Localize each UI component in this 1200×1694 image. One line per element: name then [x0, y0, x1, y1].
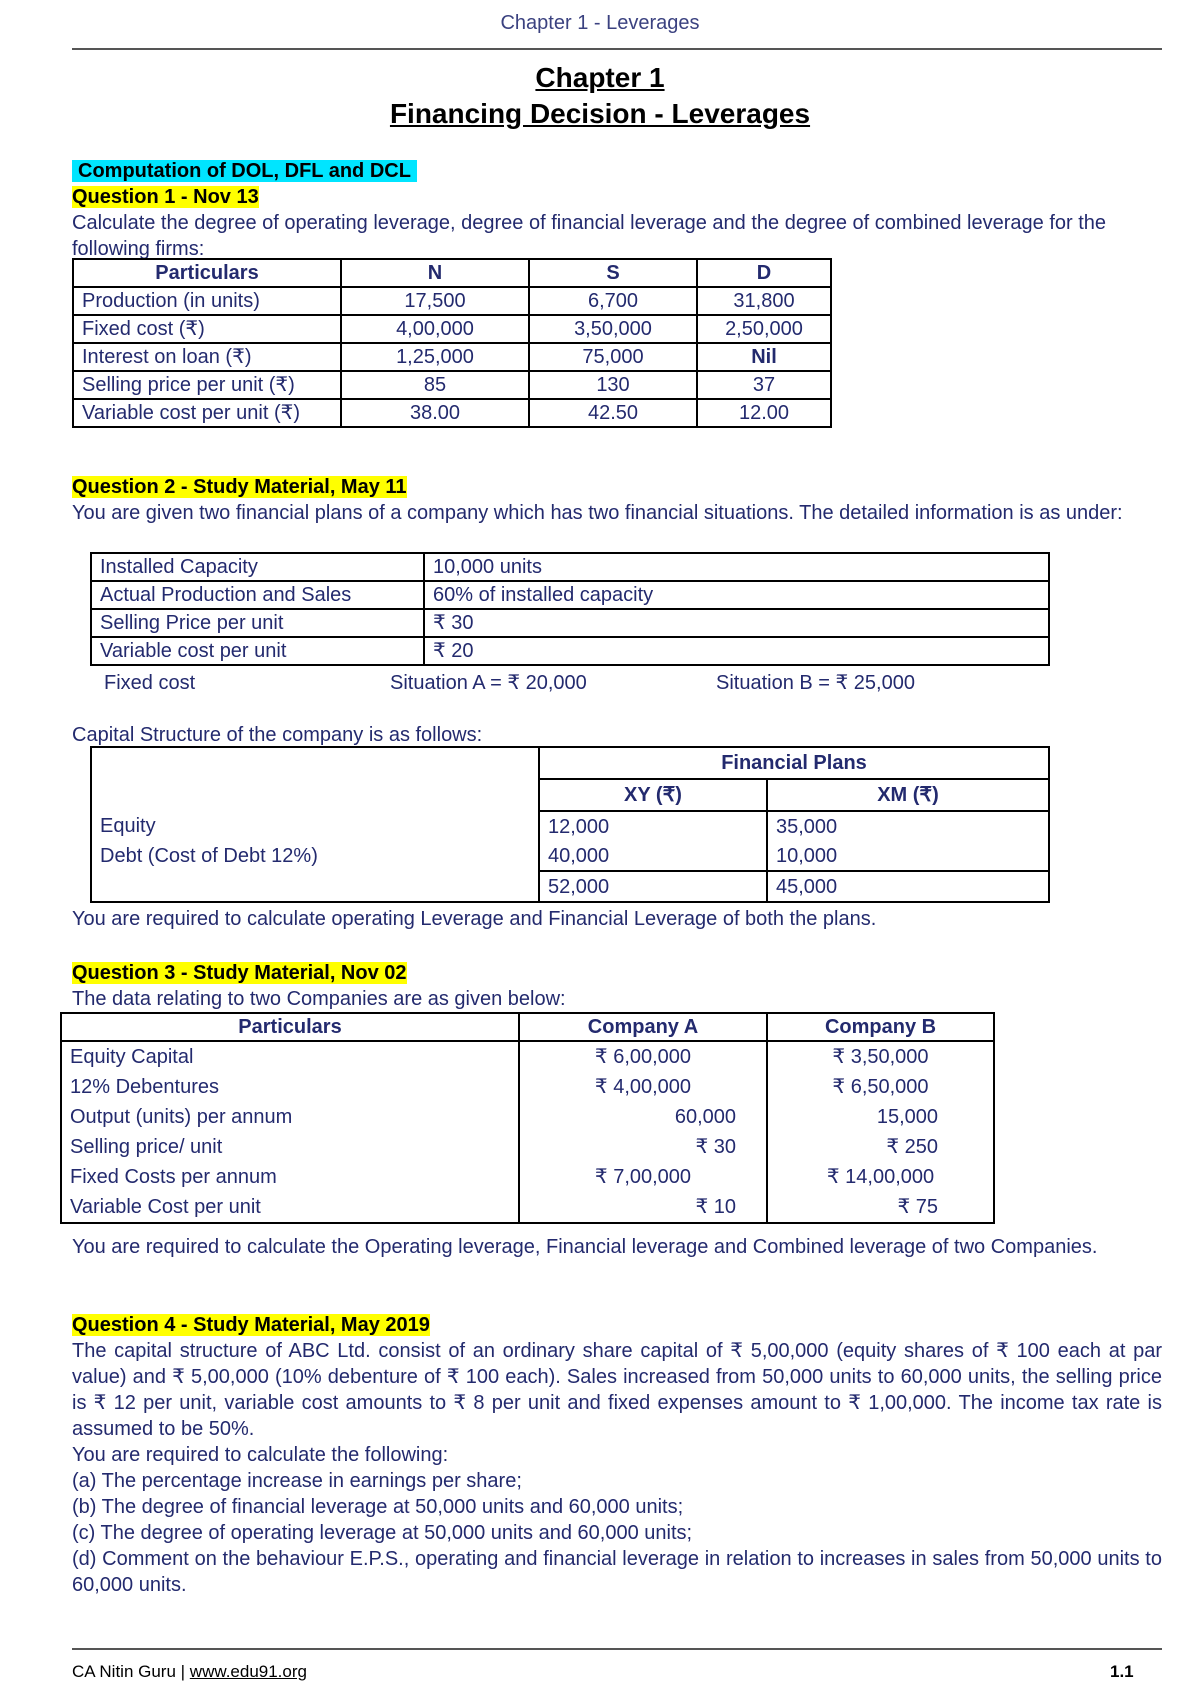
footer-author: CA Nitin Guru |	[72, 1662, 190, 1681]
table-row	[61, 1162, 994, 1192]
header-rule	[72, 48, 1162, 50]
q2-capital-table	[90, 746, 1050, 903]
table-cell: 75,000	[529, 343, 697, 371]
plans-header: Financial Plans	[539, 747, 1049, 779]
column-header: N	[341, 259, 529, 287]
table-cell: Selling Price per unit	[91, 609, 424, 637]
q1-table	[72, 258, 832, 428]
table-row	[61, 1072, 994, 1102]
table-cell: 4,00,000	[341, 315, 529, 343]
table-cell: Actual Production and Sales	[91, 581, 424, 609]
q3-text: The data relating to two Companies are as given below:	[72, 988, 566, 1010]
list-item: (b) The degree of financial leverage at 50,000 units and 60,000 units;	[72, 1496, 684, 1518]
table-cell: Nil	[697, 343, 831, 371]
q3-required: You are required to calculate the Operating leverage, Financial leverage and Combined leverage of two Companies.	[72, 1236, 1098, 1258]
q2-text: You are given two financial plans of a company which has two financial situations. The detailed information is as under:	[72, 502, 1123, 524]
table-cell: Variable cost per unit (₹)	[73, 399, 341, 427]
table-row	[73, 371, 831, 399]
table-row	[91, 871, 1049, 902]
column-header: Company A	[519, 1013, 767, 1041]
table-cell: Fixed Costs per annum	[61, 1162, 519, 1192]
q2-info-table	[90, 552, 1050, 666]
column-header: S	[529, 259, 697, 287]
table-cell: ₹ 75	[767, 1192, 994, 1223]
table-row	[61, 1041, 994, 1072]
page-number: 1.1	[1110, 1662, 1134, 1681]
table-cell: Installed Capacity	[91, 553, 424, 581]
q1-heading: Question 1 - Nov 13	[72, 186, 259, 208]
table-cell: ₹ 250	[767, 1132, 994, 1162]
chapter-title: Chapter 1	[535, 62, 665, 93]
table-cell: Equity	[91, 811, 539, 841]
website-link[interactable]: www.edu91.org	[189, 1662, 307, 1681]
table-cell: 130	[529, 371, 697, 399]
q1-heading-block	[72, 184, 1162, 210]
section-heading-block	[72, 158, 1162, 184]
table-cell: 85	[341, 371, 529, 399]
table-cell: 3,50,000	[529, 315, 697, 343]
table-cell: ₹ 6,50,000	[767, 1072, 994, 1102]
table-header-row	[61, 1013, 994, 1041]
table-cell: Interest on loan (₹)	[73, 343, 341, 371]
table-row	[91, 581, 1049, 609]
table-header-row	[91, 747, 1049, 779]
table-row	[91, 811, 1049, 841]
table-cell: 37	[697, 371, 831, 399]
list-item: (d) Comment on the behaviour E.P.S., operating and financial leverage in relation to increases in sales from 50,000 units to 60,000 units.	[72, 1548, 1162, 1596]
table-cell: 40,000	[539, 841, 767, 871]
table-cell: Debt (Cost of Debt 12%)	[91, 841, 539, 871]
list-item: (c) The degree of operating leverage at 50,000 units and 60,000 units;	[72, 1522, 693, 1544]
table-cell: Selling price per unit (₹)	[73, 371, 341, 399]
q3-table	[60, 1012, 995, 1224]
table-cell: ₹ 3,50,000	[767, 1041, 994, 1072]
table-cell: ₹ 30	[424, 609, 1049, 637]
q3-heading-block	[72, 960, 1162, 986]
table-cell: Production (in units)	[73, 287, 341, 315]
table-cell: 60% of installed capacity	[424, 581, 1049, 609]
q1-text: Calculate the degree of operating leverage, degree of financial leverage and the degree of combined leverage for the following firms:	[72, 212, 1107, 260]
footer-author-block	[72, 1662, 307, 1682]
q2-fixed-label: Fixed cost	[104, 672, 196, 694]
q4-heading-block	[72, 1312, 1162, 1338]
table-cell: 60,000	[519, 1102, 767, 1132]
q2-capital-text: Capital Structure of the company is as follows:	[72, 724, 483, 746]
q2-required: You are required to calculate operating Leverage and Financial Leverage of both the plans.	[72, 908, 877, 930]
table-row	[91, 841, 1049, 871]
table-row	[61, 1102, 994, 1132]
table-cell: Equity Capital	[61, 1041, 519, 1072]
table-row	[73, 287, 831, 315]
column-header: Particulars	[61, 1013, 519, 1041]
table-cell: Variable cost per unit	[91, 637, 424, 665]
table-cell: 6,700	[529, 287, 697, 315]
column-header: Company B	[767, 1013, 994, 1041]
q2-fixed-a: Situation A = ₹ 20,000	[390, 672, 587, 694]
table-row	[91, 609, 1049, 637]
table-cell: 12,000	[539, 811, 767, 841]
table-cell: Selling price/ unit	[61, 1132, 519, 1162]
table-cell: ₹ 20	[424, 637, 1049, 665]
table-cell: 12% Debentures	[61, 1072, 519, 1102]
table-cell: ₹ 10	[519, 1192, 767, 1223]
table-header-row	[73, 259, 831, 287]
table-cell: 42.50	[529, 399, 697, 427]
table-cell	[91, 871, 539, 902]
table-cell: 35,000	[767, 811, 1049, 841]
table-row	[91, 553, 1049, 581]
table-row	[73, 315, 831, 343]
q3-heading: Question 3 - Study Material, Nov 02	[72, 962, 407, 984]
q2-heading: Question 2 - Study Material, May 11	[72, 476, 407, 498]
table-cell: ₹ 7,00,000	[519, 1162, 767, 1192]
table-cell: 45,000	[767, 871, 1049, 902]
table-cell: Fixed cost (₹)	[73, 315, 341, 343]
section-heading: Computation of DOL, DFL and DCL	[72, 160, 417, 182]
chapter-subtitle: Financing Decision - Leverages	[389, 98, 811, 129]
column-header: Particulars	[73, 259, 341, 287]
table-row	[73, 343, 831, 371]
table-cell: Output (units) per annum	[61, 1102, 519, 1132]
table-cell: 38.00	[341, 399, 529, 427]
table-cell	[91, 747, 539, 811]
table-cell: ₹ 4,00,000	[519, 1072, 767, 1102]
table-cell: 2,50,000	[697, 315, 831, 343]
table-cell: 52,000	[539, 871, 767, 902]
table-cell: 1,25,000	[341, 343, 529, 371]
table-cell: ₹ 6,00,000	[519, 1041, 767, 1072]
column-header: XY (₹)	[539, 779, 767, 811]
table-cell: ₹ 14,00,000	[767, 1162, 994, 1192]
footer-rule	[72, 1648, 1162, 1650]
table-row	[73, 399, 831, 427]
table-cell: 17,500	[341, 287, 529, 315]
table-cell: 12.00	[697, 399, 831, 427]
list-item: (a) The percentage increase in earnings per share;	[72, 1470, 522, 1492]
q2-fixed-b: Situation B = ₹ 25,000	[716, 672, 915, 694]
table-cell: 15,000	[767, 1102, 994, 1132]
table-cell: 31,800	[697, 287, 831, 315]
running-header: Chapter 1 - Leverages	[500, 12, 700, 34]
table-row	[61, 1192, 994, 1223]
table-row	[91, 637, 1049, 665]
table-cell: ₹ 30	[519, 1132, 767, 1162]
q4-paragraph: The capital structure of ABC Ltd. consist of an ordinary share capital of ₹ 5,00,000 (equity shares of ₹ 100 each at par value) and ₹ 5,00,000 (10% debenture of ₹ 100 each). Sales increased from 50,000 units to 60,000 units, the selling price is ₹ 12 per unit, variable cost amounts to ₹ 8 per unit and fixed expenses amount to ₹ 1,00,000. The income tax rate is assumed to be 50%.	[72, 1340, 1162, 1440]
q2-heading-block	[72, 474, 1162, 500]
column-header: D	[697, 259, 831, 287]
table-row	[61, 1132, 994, 1162]
table-cell: Variable Cost per unit	[61, 1192, 519, 1223]
q4-intro: You are required to calculate the following:	[72, 1444, 449, 1466]
table-cell: 10,000 units	[424, 553, 1049, 581]
table-cell: 10,000	[767, 841, 1049, 871]
q4-heading: Question 4 - Study Material, May 2019	[72, 1314, 430, 1336]
column-header: XM (₹)	[767, 779, 1049, 811]
